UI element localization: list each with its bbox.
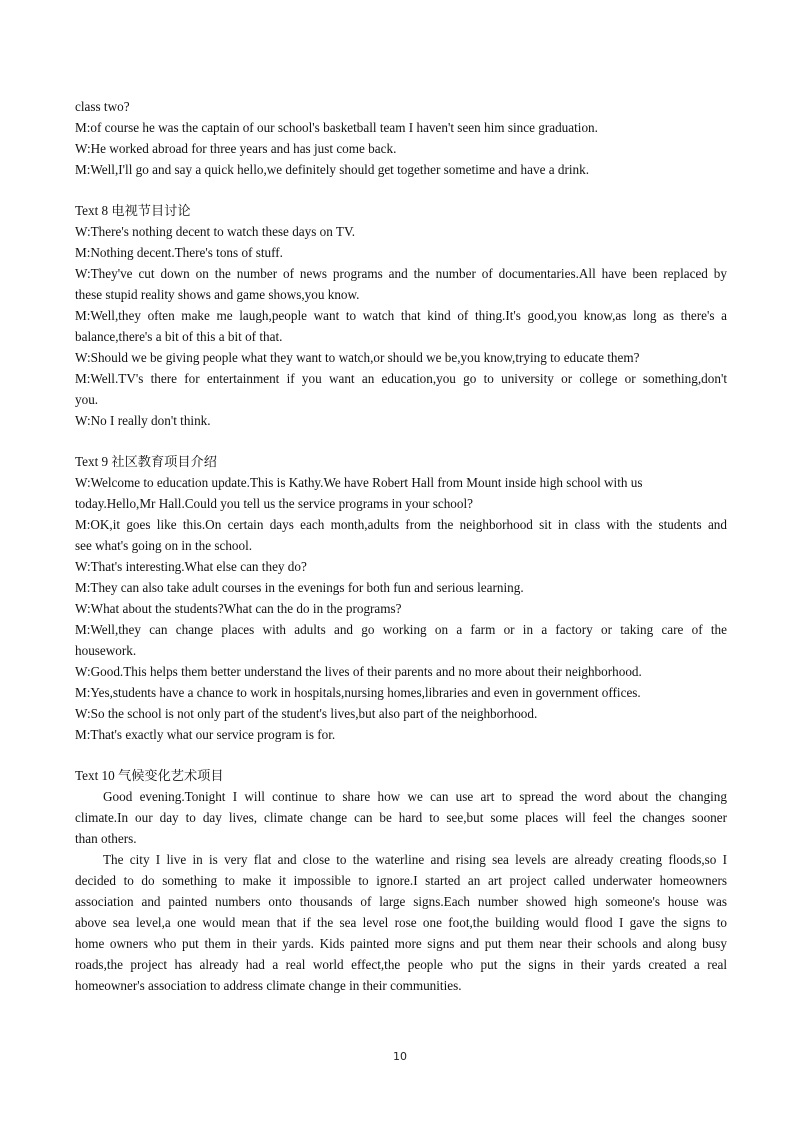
dialog-line: M:Well.TV's there for entertainment if you want an education,you go to university or college or something,don't bbox=[75, 371, 727, 386]
dialog-line: W:What about the students?What can the do in the programs? bbox=[75, 601, 402, 616]
dialog-line: M:Well,they often make me laugh,people want to watch that kind of thing.It's good,you know,as long as there's a bbox=[75, 308, 727, 323]
paragraph-line: homeowner's association to address climate change in their communities. bbox=[75, 978, 462, 993]
paragraph-line: The city I live in is very flat and close to the waterline and rising sea levels are already creating floods,so I bbox=[103, 852, 727, 867]
section-heading-text10: Text 10 气候变化艺术项目 bbox=[75, 768, 224, 783]
dialog-line: W:Should we be giving people what they want to watch,or should we be,you know,trying to educate them? bbox=[75, 350, 640, 365]
paragraph-line: roads,the project has already had a real world effect,the people who put the signs in their yards created a real bbox=[75, 957, 727, 972]
section-heading-text8: Text 8 电视节目讨论 bbox=[75, 203, 191, 218]
paragraph-line: than others. bbox=[75, 831, 137, 846]
dialog-line: W:They've cut down on the number of news programs and the number of documentaries.All have been replaced by bbox=[75, 266, 727, 281]
dialog-line: today.Hello,Mr Hall.Could you tell us the service programs in your school? bbox=[75, 496, 473, 511]
dialog-line: W:There's nothing decent to watch these days on TV. bbox=[75, 224, 356, 239]
paragraph-line: home owners who put them in their yards. Kids painted more signs and put them near their schools and along busy bbox=[75, 936, 727, 951]
dialog-line: these stupid reality shows and game shows,you know. bbox=[75, 287, 360, 302]
dialog-line: housework. bbox=[75, 643, 137, 658]
section-heading-text9: Text 9 社区教育项目介绍 bbox=[75, 454, 217, 469]
dialog-line: M:Well,I'll go and say a quick hello,we definitely should get together sometime and have a drink. bbox=[75, 162, 590, 177]
paragraph-line: above sea level,a one would mean that if the sea level rose one foot,the building would flood I gave the signs to bbox=[75, 915, 727, 930]
dialog-line: M:Well,they can change places with adults and go working on a farm or in a factory or taking care of the bbox=[75, 622, 727, 637]
dialog-line: balance,there's a bit of this a bit of that. bbox=[75, 329, 283, 344]
dialog-line: M:That's exactly what our service program is for. bbox=[75, 727, 336, 742]
paragraph-line: association and painted numbers onto thousands of large signs.Each number showed high someone's house was bbox=[75, 894, 727, 909]
dialog-line: W:That's interesting.What else can they do? bbox=[75, 559, 307, 574]
dialog-line: see what's going on in the school. bbox=[75, 538, 253, 553]
dialog-line: M:Nothing decent.There's tons of stuff. bbox=[75, 245, 283, 260]
dialog-line: W:Welcome to education update.This is Kathy.We have Robert Hall from Mount inside high school with us bbox=[75, 475, 643, 490]
dialog-line: W:Good.This helps them better understand the lives of their parents and no more about their neighborhood. bbox=[75, 664, 642, 679]
paragraph-line: decided to do something to make it impossible to ignore.I started an art project called underwater homeowners bbox=[75, 873, 727, 888]
dialog-line: you. bbox=[75, 392, 99, 407]
dialog-line: W:So the school is not only part of the student's lives,but also part of the neighborhood. bbox=[75, 706, 538, 721]
dialog-line: M:Yes,students have a chance to work in hospitals,nursing homes,libraries and even in government offices. bbox=[75, 685, 641, 700]
dialog-line: class two? bbox=[75, 99, 130, 114]
page-number: 10 bbox=[393, 1050, 407, 1063]
dialog-line: W:He worked abroad for three years and has just come back. bbox=[75, 141, 397, 156]
dialog-line: M:OK,it goes like this.On certain days each month,adults from the neighborhood sit in class with the students and bbox=[75, 517, 727, 532]
dialog-line: W:No I really don't think. bbox=[75, 413, 211, 428]
dialog-line: M:of course he was the captain of our school's basketball team I haven't seen him since graduation. bbox=[75, 120, 598, 135]
paragraph-line: Good evening.Tonight I will continue to share how we can use art to spread the word about the changing bbox=[103, 789, 727, 804]
dialog-line: M:They can also take adult courses in the evenings for both fun and serious learning. bbox=[75, 580, 524, 595]
document-page bbox=[75, 96, 727, 996]
paragraph-line: climate.In our day to day lives, climate change can be hard to see,but some places will feel the changes sooner bbox=[75, 810, 727, 825]
